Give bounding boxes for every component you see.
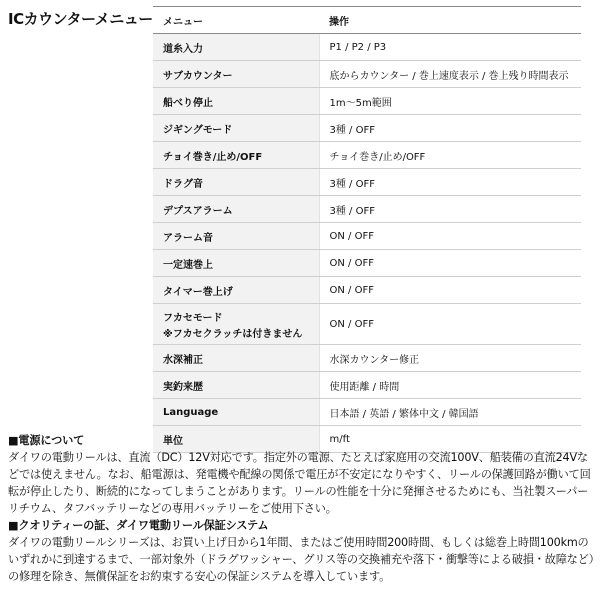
menu-cell: 水深補正 bbox=[153, 345, 319, 372]
operation-cell: 水深カウンター修正 bbox=[319, 345, 581, 372]
table-row bbox=[153, 277, 581, 304]
operation-cell: 3種 / OFF bbox=[319, 169, 581, 196]
menu-cell-note: ※フカセクラッチは付きません bbox=[163, 328, 303, 340]
operation-cell: 3種 / OFF bbox=[319, 196, 581, 223]
table-row bbox=[153, 196, 581, 223]
operation-cell: 底からカウンター / 巻上速度表示 / 巻上残り時間表示 bbox=[319, 61, 581, 88]
menu-cell: Language bbox=[153, 399, 319, 426]
warranty-heading: ■クオリティーの証、ダイワ電動リール保証システム bbox=[8, 519, 269, 532]
page-title: ICカウンターメニュー bbox=[8, 10, 153, 28]
table-row bbox=[153, 34, 581, 61]
power-heading: ■電源について bbox=[8, 434, 85, 447]
table-row bbox=[153, 142, 581, 169]
menu-cell: チョイ巻き/止め/OFF bbox=[153, 142, 319, 169]
menu-cell: 船べり停止 bbox=[153, 88, 319, 115]
table-header-row bbox=[153, 7, 581, 34]
operation-cell: P1 / P2 / P3 bbox=[319, 34, 581, 61]
menu-cell: 一定速巻上 bbox=[153, 250, 319, 277]
menu-cell: サブカウンター bbox=[153, 61, 319, 88]
operation-cell: 日本語 / 英語 / 繁体中文 / 韓国語 bbox=[319, 399, 581, 426]
menu-cell: 実釣来歴 bbox=[153, 372, 319, 399]
menu-cell bbox=[153, 304, 319, 345]
operation-cell: ON / OFF bbox=[319, 250, 581, 277]
operation-cell: 1m〜5m範囲 bbox=[319, 88, 581, 115]
table-row bbox=[153, 61, 581, 88]
ic-counter-menu-table bbox=[153, 6, 581, 453]
operation-cell: 3種 / OFF bbox=[319, 115, 581, 142]
table-row bbox=[153, 399, 581, 426]
table-row bbox=[153, 250, 581, 277]
notes-section bbox=[8, 432, 596, 585]
table-row bbox=[153, 169, 581, 196]
operation-cell: ON / OFF bbox=[319, 223, 581, 250]
table-row bbox=[153, 223, 581, 250]
table-row bbox=[153, 345, 581, 372]
table-row bbox=[153, 88, 581, 115]
table-row bbox=[153, 304, 581, 345]
menu-cell: 単位 bbox=[153, 426, 319, 453]
menu-cell-main: フカセモード bbox=[163, 312, 223, 324]
operation-cell: m/ft bbox=[319, 426, 581, 453]
menu-cell: ドラグ音 bbox=[153, 169, 319, 196]
operation-cell: チョイ巻き/止め/OFF bbox=[319, 142, 581, 169]
power-text: ダイワの電動リールは、直流（DC）12V対応です。指定外の電源、たとえば家庭用の交流100V、船装備の直流24Vなどでは使えません。なお、船電源は、発電機や配線の関係で電圧が不安定になりやすく、リールの保護回路が働いて回転が停止したり、断続的になってしまうことがあります。リールの性能を十分に発揮させるためにも、当社製スーパーリチウム、タフバッテリーなどの専用バッテリーをご使用下さい。 bbox=[8, 451, 591, 515]
menu-cell: 道糸入力 bbox=[153, 34, 319, 61]
warranty-text: ダイワの電動リールシリーズは、お買い上げ日から1年間、またはご使用時間200時間、もしくは総巻上時間100kmのいずれかに到達するまで、一部対象外（ドラグワッシャー、グリス等の交換補充や落下・衝撃等による破損・故障など）の修理を除き、無償保証をお約束する安心の保証システムを導入しています。 bbox=[8, 536, 595, 583]
table-row bbox=[153, 372, 581, 399]
operation-cell: 使用距離 / 時間 bbox=[319, 372, 581, 399]
column-header-menu: メニュー bbox=[153, 7, 319, 34]
menu-cell: デプスアラーム bbox=[153, 196, 319, 223]
operation-cell: ON / OFF bbox=[319, 304, 581, 345]
operation-cell: ON / OFF bbox=[319, 277, 581, 304]
menu-cell: ジギングモード bbox=[153, 115, 319, 142]
column-header-operation: 操作 bbox=[319, 7, 581, 34]
table-row bbox=[153, 115, 581, 142]
menu-cell: アラーム音 bbox=[153, 223, 319, 250]
menu-cell: タイマー巻上げ bbox=[153, 277, 319, 304]
